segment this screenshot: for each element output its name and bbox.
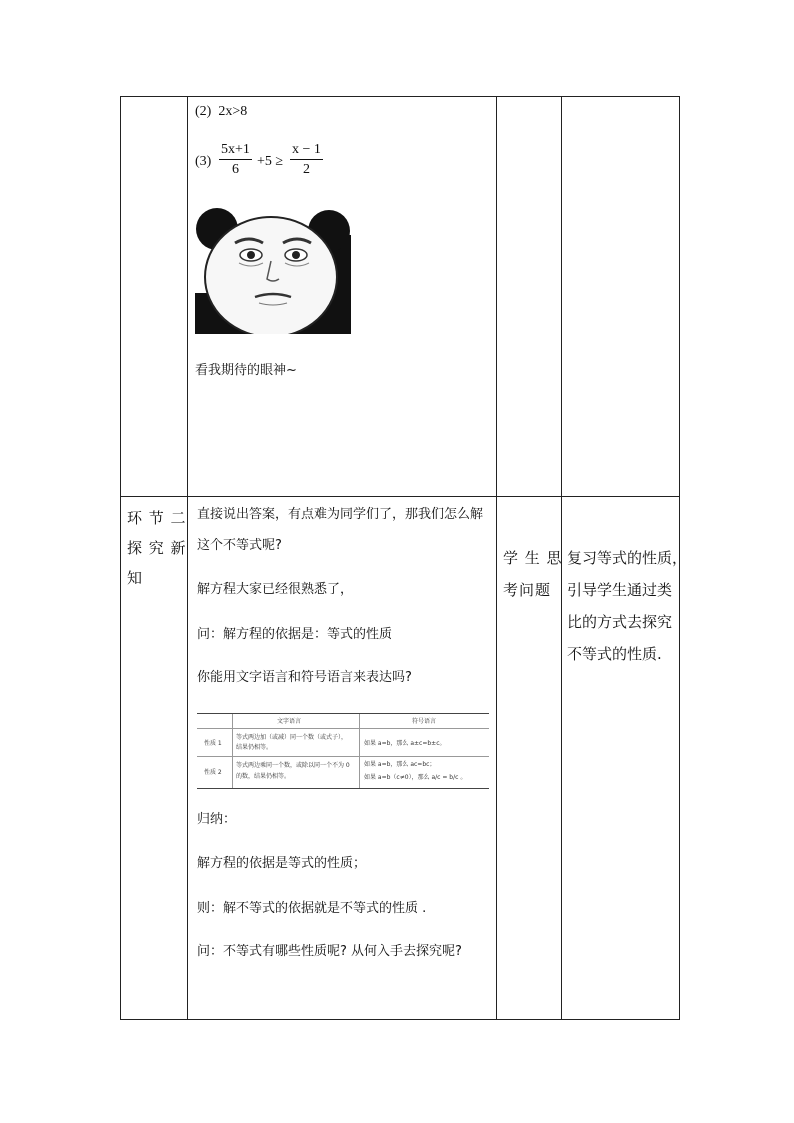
student-activity-line-1: 学 生 思	[503, 549, 563, 567]
fraction-2-numerator: x − 1	[290, 142, 323, 160]
table-border-left	[120, 96, 121, 1020]
item-2	[195, 104, 247, 120]
property-2-symbol-line-2: 如果 a=b（c≠0），那么 a/c = b/c 。	[364, 774, 467, 781]
property-2-text-line-1: 等式两边乘同一个数，或除以同一个不为 0	[236, 762, 350, 769]
student-activity-line-2: 考问题	[503, 581, 552, 599]
equation-properties-table	[197, 713, 489, 789]
table-header-text-language: 文字语言	[277, 718, 302, 725]
inequality-middle: +5 ≥	[257, 154, 284, 169]
paragraph-4: 你能用文字语言和符号语言来表达吗?	[197, 670, 412, 685]
property-1-text-line-1: 等式两边加（或减）同一个数（或式子），	[236, 734, 348, 741]
fraction-1	[219, 142, 252, 178]
property-2-symbol-line-1: 如果 a=b，那么 ac=bc；	[364, 761, 436, 768]
property-2-text-line-2: 的数，结果仍相等。	[236, 773, 291, 780]
design-intent-line-3: 比的方式去探究	[567, 613, 673, 631]
item-3-label: (3)	[195, 154, 212, 169]
item-2-expression: 2x>8	[218, 104, 248, 119]
summary-line-1: 解方程的依据是等式的性质；	[197, 856, 367, 871]
table-row-divider	[120, 496, 680, 497]
paragraph-2: 解方程大家已经很熟悉了，	[197, 582, 354, 597]
table-border-bottom	[120, 1019, 680, 1020]
fraction-1-denominator: 6	[231, 162, 239, 177]
paragraph-3: 问：解方程的依据是：等式的性质	[197, 627, 393, 642]
summary-line-2: 则：解不等式的依据就是不等式的性质 .	[197, 901, 427, 916]
property-2-label: 性质 2	[204, 769, 222, 776]
paragraph-1-line-1: 直接说出答案，有点难为同学们了，那我们怎么解	[197, 507, 484, 522]
fraction-2-denominator: 2	[302, 162, 310, 177]
table-col-divider-2	[496, 96, 497, 1020]
panda-meme-image	[195, 205, 351, 334]
paragraph-1-line-2: 这个不等式呢?	[197, 538, 282, 553]
design-intent-line-4: 不等式的性质.	[567, 645, 662, 663]
fraction-2	[290, 142, 323, 178]
table-header-symbol-language: 符号语言	[412, 718, 437, 725]
table-border-top	[120, 96, 680, 97]
table-col-divider-1	[187, 96, 188, 1020]
stage-label-line-2: 探 究 新	[127, 539, 187, 557]
property-1-text-line-2: 结果仍相等。	[236, 744, 273, 751]
property-1-label: 性质 1	[204, 740, 222, 747]
summary-label: 归纳：	[197, 812, 237, 827]
item-2-label: (2)	[195, 104, 212, 119]
fraction-1-numerator: 5x+1	[219, 142, 252, 160]
stage-label-line-1: 环 节 二	[127, 509, 187, 527]
property-1-symbol: 如果 a=b，那么 a±c=b±c。	[364, 740, 446, 747]
design-intent-line-1: 复习等式的性质，	[567, 549, 688, 567]
summary-line-3: 问：不等式有哪些性质呢? 从何入手去探究呢?	[197, 944, 462, 959]
design-intent-line-2: 引导学生通过类	[567, 581, 673, 599]
meme-caption: 看我期待的眼神~	[195, 363, 297, 378]
stage-label-line-3: 知	[127, 569, 144, 587]
